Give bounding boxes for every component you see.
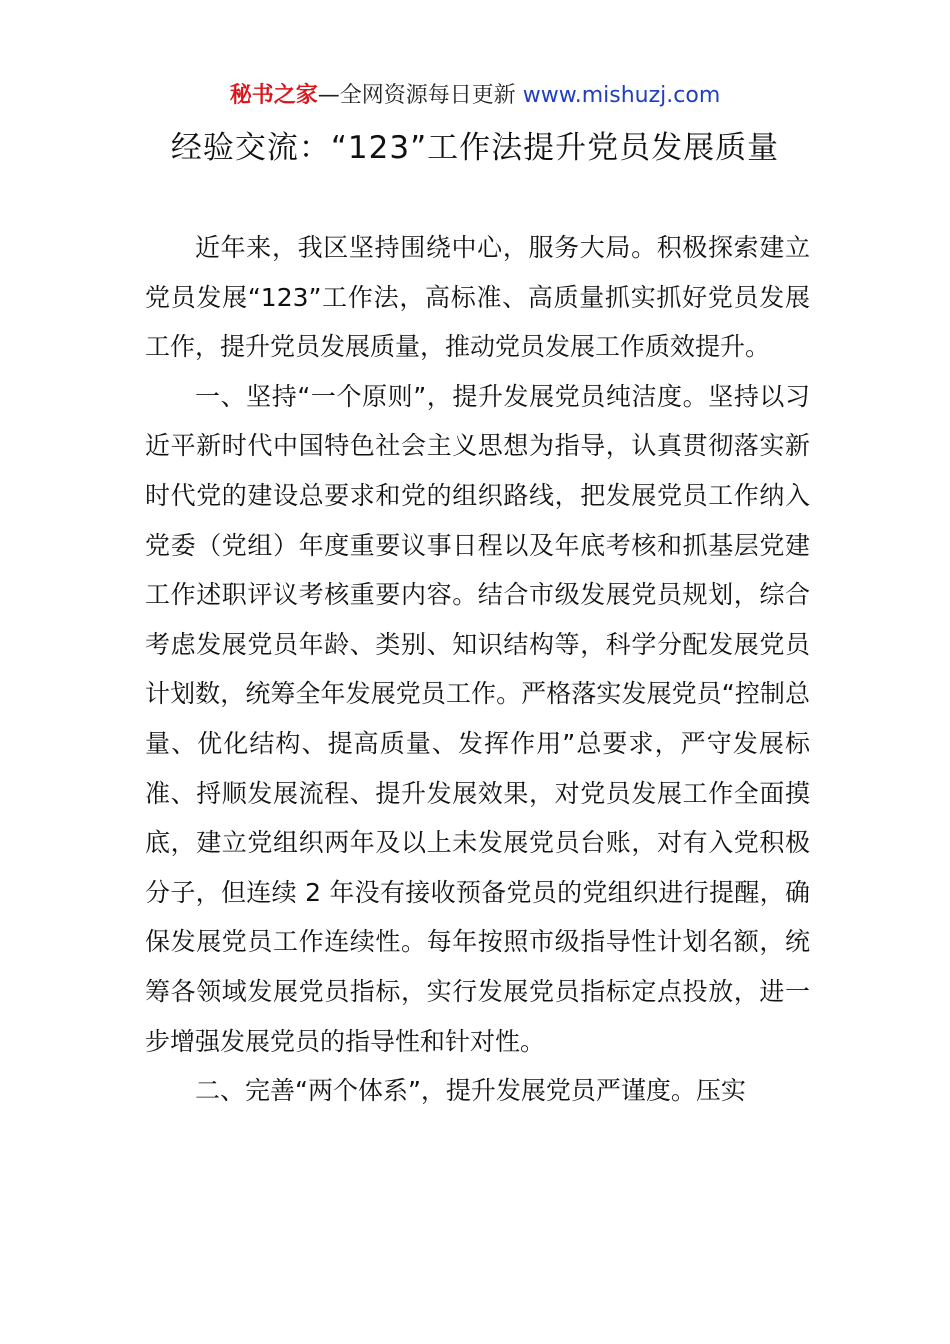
brand-name: 秘书之家 <box>229 83 318 108</box>
paragraph-section-two: 二、完善“两个体系”，提升发展党员严谨度。压实 <box>195 1076 746 1106</box>
header-tagline: —全网资源每日更新 <box>317 83 523 108</box>
site-url-link[interactable]: www.mishuzj.com <box>522 83 721 108</box>
site-header <box>0 80 950 112</box>
document-body <box>145 223 810 1116</box>
paragraph-intro: 近年来，我区坚持围绕中心，服务大局。积极探索建立党员发展“123”工作法，高标准、高质量抓实抓好党员发展工作，提升党员发展质量，推动党员发展工作质效提升。 <box>145 233 810 362</box>
paragraph-section-one: 一、坚持“一个原则”，提升发展党员纯洁度。坚持以习近平新时代中国特色社会主义思想为指导，认真贯彻落实新时代党的建设总要求和党的组织路线，把发展党员工作纳入党委（党组）年度重要议事日程以及年底考核和抓基层党建工作述职评议考核重要内容。结合市级发展党员规划，综合考虑发展党员年龄、类别、知识结构等，科学分配发展党员计划数，统筹全年发展党员工作。严格落实发展党员“控制总量、优化结构、提高质量、发挥作用”总要求，严守发展标准、捋顺发展流程、提升发展效果，对党员发展工作全面摸底，建立党组织两年及以上未发展党员台账，对有入党积极分子，但连续 2 年没有接收预备党员的党组织进行提醒，确保发展党员工作连续性。每年按照市级指导性计划名额，统筹各领域发展党员指标，实行发展党员指标定点投放，进一步增强发展党员的指导性和针对性。 <box>145 381 810 1056</box>
document-title: 经验交流：“123”工作法提升党员发展质量 <box>170 130 780 166</box>
